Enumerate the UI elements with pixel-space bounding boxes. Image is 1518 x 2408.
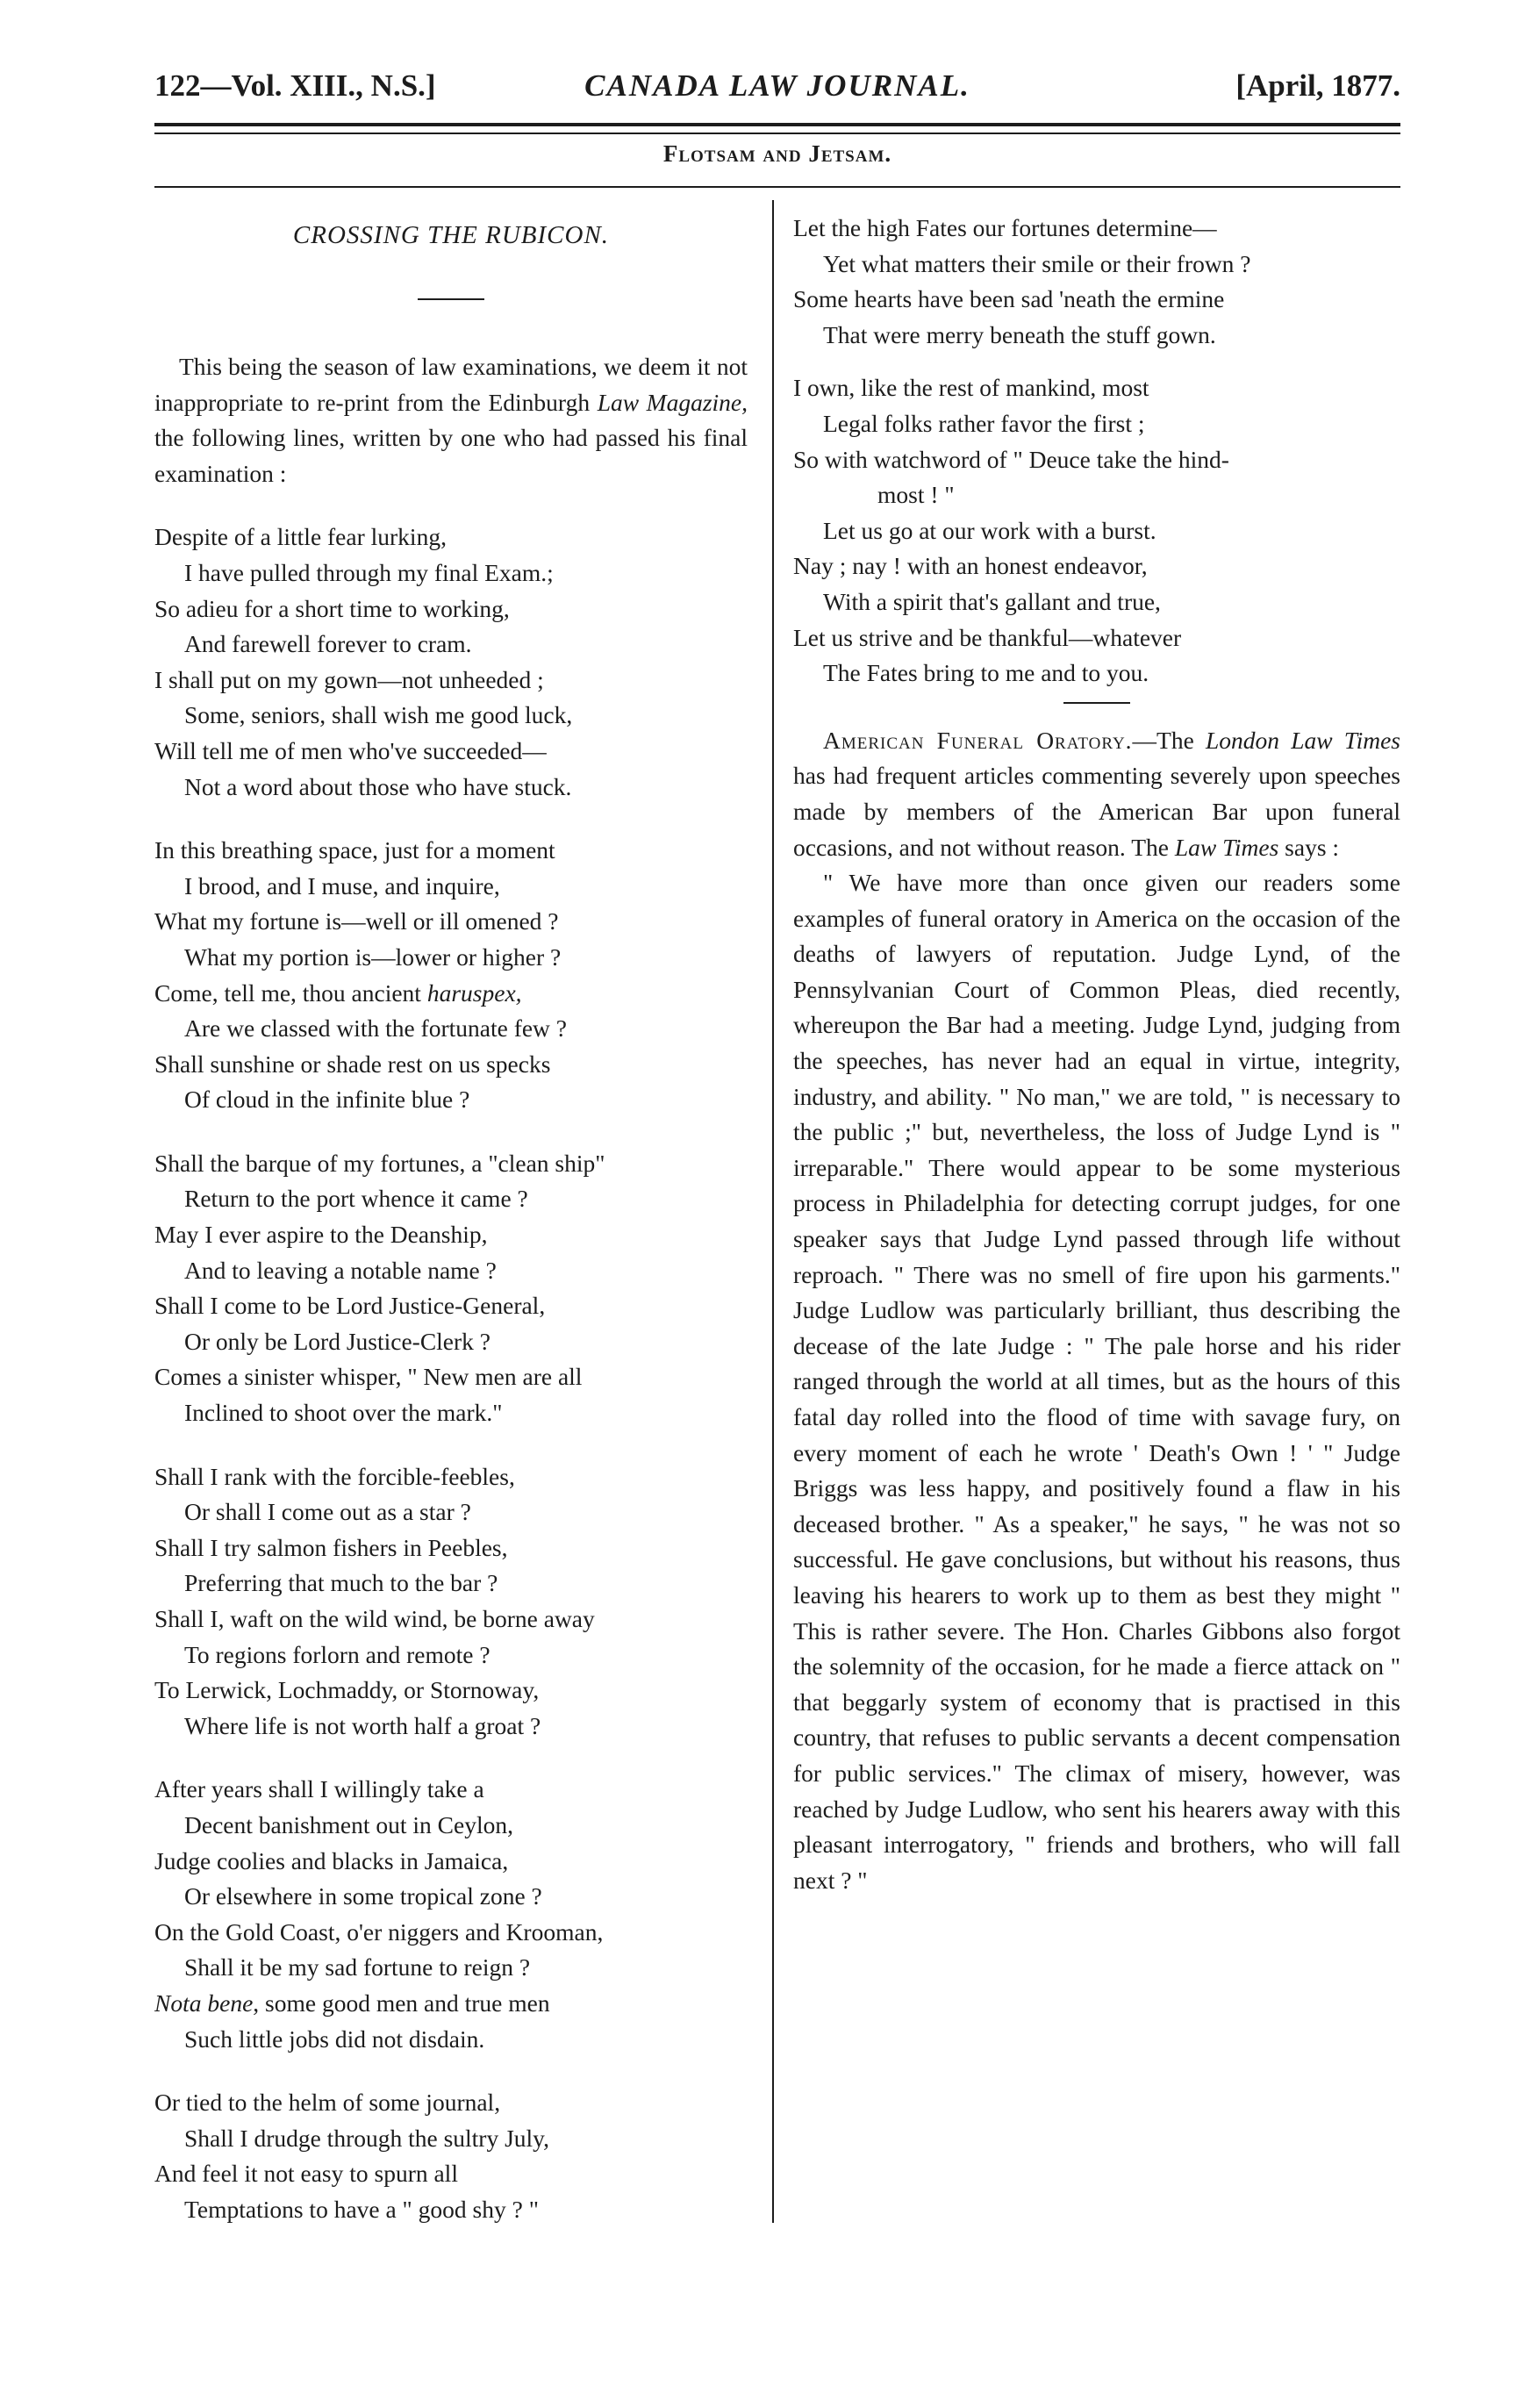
verse-line: I own, like the rest of mankind, most	[793, 374, 1149, 402]
verse-line: Or tied to the helm of some journal,	[154, 2089, 501, 2117]
verse-line	[154, 976, 748, 1012]
verse-line: Comes a sinister whisper, " New men are all	[154, 1363, 583, 1391]
verse-line: Shall the barque of my fortunes, a "clean ship"	[154, 1149, 605, 1177]
stanza-8	[793, 370, 1400, 691]
haruspex-word: haruspex,	[426, 978, 522, 1007]
verse-line: Return to the port whence it came ?	[184, 1185, 528, 1213]
publication-name-short: Law Times	[1174, 833, 1279, 861]
verse-line: Or only be Lord Justice-Clerk ?	[184, 1327, 491, 1355]
verse-line: Nay ; nay ! with an honest endeavor,	[793, 552, 1148, 580]
verse-line: Or shall I come out as a star ?	[184, 1498, 471, 1526]
verse-line: Judge coolies and blacks in Jamaica,	[154, 1846, 509, 1874]
issue-date: [April, 1877.	[1235, 68, 1400, 103]
verse-line: Some, seniors, shall wish me good luck,	[184, 701, 573, 729]
poem-title: CROSSING THE RUBICON.	[292, 221, 610, 249]
verse-line	[154, 1986, 748, 2022]
verse-line: Some hearts have been sad 'neath the ermine	[793, 285, 1225, 313]
verse-line: After years shall I willingly take a	[154, 1775, 484, 1803]
verse-line: Shall I come to be Lord Justice-General,	[154, 1292, 546, 1320]
article-intro-text-a: —The	[1132, 726, 1206, 754]
article-intro	[793, 723, 1400, 865]
verse-line: On the Gold Coast, o'er niggers and Krooman,	[154, 1917, 604, 1946]
verse-line: To regions forlorn and remote ?	[184, 1640, 490, 1668]
verse-line: Preferring that much to the bar ?	[184, 1569, 498, 1597]
verse-line: Shall I, waft on the wild wind, be borne away	[154, 1605, 595, 1632]
verse-line: Inclined to shoot over the mark."	[184, 1399, 503, 1427]
section-rule	[154, 186, 1400, 188]
verse-line: So adieu for a short time to working,	[154, 594, 510, 622]
verse-line: Shall I drudge through the sultry July,	[184, 2124, 550, 2152]
verse-line: And farewell forever to cram.	[184, 630, 472, 658]
stanza-1	[154, 520, 748, 805]
verse-line: May I ever aspire to the Deanship,	[154, 1221, 488, 1249]
journal-title: CANADA LAW JOURNAL.	[584, 68, 970, 103]
verse-line: In this breathing space, just for a moment	[154, 836, 555, 864]
verse-line-text: Come, tell me, thou ancient	[154, 978, 427, 1007]
right-column	[793, 211, 1400, 1898]
verse-line: Not a word about those who have stuck.	[184, 772, 572, 800]
verse-line: The Fates bring to me and to you.	[823, 659, 1149, 687]
article-intro-text-b: has had frequent articles commenting severely upon speeches made by members of the American Bar upon funeral occasions, and not without reason. The	[793, 762, 1400, 861]
publication-name: London Law Times	[1206, 726, 1400, 754]
stanza-5	[154, 1772, 748, 2057]
verse-line: Legal folks rather favor the first ;	[823, 409, 1145, 437]
verse-line: Shall I rank with the forcible-feebles,	[154, 1462, 515, 1490]
verse-line: most ! "	[877, 481, 955, 509]
verse-line: I shall put on my gown—not unheeded ;	[154, 665, 544, 693]
verse-line: Will tell me of men who've succeeded—	[154, 736, 547, 764]
verse-line: Shall sunshine or shade rest on us specks	[154, 1050, 551, 1078]
verse-line: Such little jobs did not disdain.	[184, 2025, 485, 2053]
verse-line: Yet what matters their smile or their frown ?	[823, 249, 1251, 277]
verse-line: Shall I try salmon fishers in Peebles,	[154, 1533, 508, 1561]
verse-line: I have pulled through my final Exam.;	[184, 558, 554, 586]
article-intro-text-c: says :	[1278, 833, 1340, 861]
verse-line: Let us strive and be thankful—whatever	[793, 623, 1182, 651]
verse-line: I brood, and I muse, and inquire,	[184, 871, 500, 899]
title-rule	[418, 298, 484, 300]
header-rule-thin	[154, 133, 1400, 134]
verse-line: Of cloud in the infinite blue ?	[184, 1086, 470, 1114]
article-separator-rule	[1063, 702, 1130, 704]
article-heading: American Funeral Oratory.	[823, 726, 1133, 754]
verse-line: Temptations to have a " good shy ? "	[184, 2195, 539, 2223]
verse-line: To Lerwick, Lochmaddy, or Stornoway,	[154, 1676, 540, 1704]
verse-line: Despite of a little fear lurking,	[154, 523, 447, 551]
nota-bene-phrase: Nota bene	[154, 1989, 254, 2017]
running-head	[154, 68, 1400, 114]
verse-line: What my portion is—lower or higher ?	[184, 942, 562, 971]
intro-text-1: This being the season of law examinations, we deem it not inappropriate to re-print from the Edinburgh	[154, 353, 748, 416]
intro-text-2: the following lines, written by one who had passed his final examination :	[154, 424, 748, 487]
stanza-7	[793, 211, 1400, 353]
verse-line: Shall it be my sad fortune to reign ?	[184, 1953, 531, 1982]
verse-line: What my fortune is—well or ill omened ?	[154, 907, 559, 935]
poem-intro	[154, 349, 748, 491]
verse-line: With a spirit that's gallant and true,	[823, 587, 1161, 615]
verse-line: Let us go at our work with a burst.	[823, 516, 1156, 544]
stanza-3	[154, 1146, 748, 1431]
header-rule-thick	[154, 123, 1400, 126]
left-column	[154, 211, 748, 2228]
verse-line: Or elsewhere in some tropical zone ?	[184, 1882, 542, 1910]
stanza-6	[154, 2085, 748, 2227]
column-divider	[772, 200, 774, 2223]
intro-magazine-name: Law Magazine,	[597, 388, 748, 416]
verse-line: Are we classed with the fortunate few ?	[184, 1014, 567, 1043]
verse-line: Decent banishment out in Ceylon,	[184, 1810, 513, 1838]
stanza-2	[154, 833, 748, 1118]
stanza-4	[154, 1459, 748, 1745]
page-volume-label: 122—Vol. XIII., N.S.]	[154, 68, 436, 103]
verse-line-text: , some good men and true men	[253, 1989, 550, 2017]
section-title: Flotsam and Jetsam.	[662, 140, 892, 167]
verse-line: Where life is not worth half a groat ?	[184, 1711, 541, 1739]
verse-line: Let the high Fates our fortunes determine—	[793, 214, 1217, 241]
verse-line: And to leaving a notable name ?	[184, 1256, 497, 1284]
article-quote: " We have more than once given our readers some examples of funeral oratory in America on the occasion of the deaths of lawyers of reputation. Judge Lynd, of the Pennsylvanian Court of Common Pleas, died recently, whereupon the Bar had a meeting. Judge Lynd, judging from the speeches, has never had an equal in virtue, integrity, industry, and ability. " No man," we are told, " is necessary to the public ;" but, nevertheless, the loss of Judge Lynd is " irreparable." There would appear to be some mysterious process in Philadelphia for detecting corrupt judges, for one speaker says that Judge Lynd passed through life without reproach. " There was no smell of fire upon his garments." Judge Ludlow was particularly brilliant, thus describing the decease of the late Judge : " The pale horse and his rider ranged through the world at all times, but as the hours of this fatal day rolled into the flood of time with savage fury, on every moment of each he wrote ' Death's Own ! ' " Judge Briggs was less happy, and positively found a flaw in his deceased brother. " As a speaker," he says, " he was not so successful. He gave conclusions, but without his reasons, thus leaving his hearers to work up to them as best they might " This is rather severe. The Hon. Charles Gibbons also forgot the solemnity of the occasion, for he made a fierce attack on " that beggarly system of economy that is practised in this country, that refuses to public servants a decent compensation for public services." The climax of misery, however, was reached by Judge Ludlow, who sent his hearers away with this pleasant interrogatory, " friends and brothers, who will fall next ? "	[793, 869, 1400, 1894]
verse-line: And feel it not easy to spurn all	[154, 2160, 458, 2188]
verse-line: So with watchword of " Deuce take the hind-	[793, 445, 1229, 473]
verse-line: That were merry beneath the stuff gown.	[823, 320, 1216, 348]
